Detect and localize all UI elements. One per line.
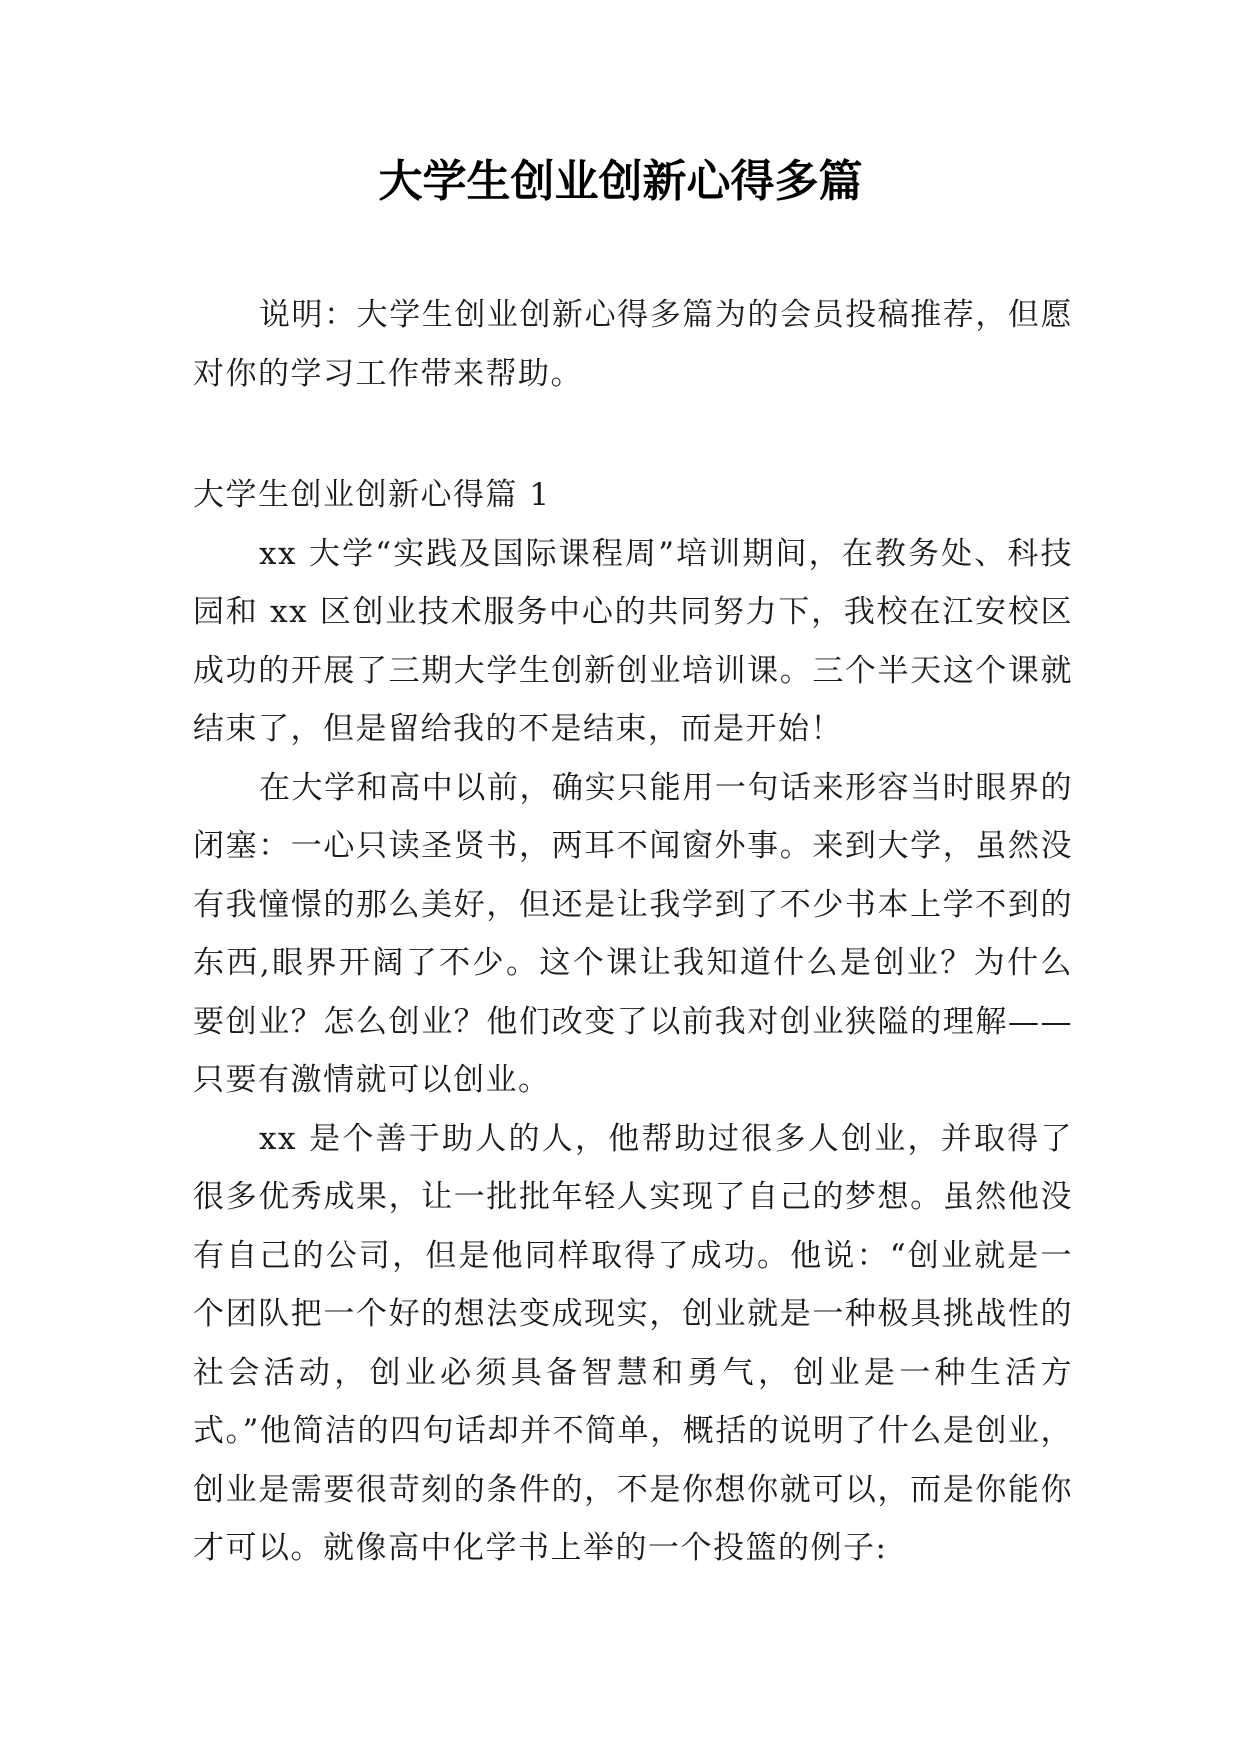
paragraph-3: xx 是个善于助人的人，他帮助过很多人创业，并取得了很多优秀成果，让一批批年轻人实现了自己的梦想。虽然他没有自己的公司，但是他同样取得了成功。他说：“创业就是一个团队把一个好的想法变成现实，创业就是一种极具挑战性的社会活动，创业必须具备智慧和勇气，创业是一种生活方式。”他简洁的四句话却并不简单，概括的说明了什么是创业，创业是需要很苛刻的条件的，不是你想你就可以，而是你能你才可以。就像高中化学书上举的一个投篮的例子: [193, 1120, 1073, 1566]
paragraph-2: 在大学和高中以前，确实只能用一句话来形容当时眼界的闭塞：一心只读圣贤书，两耳不闻窗外事。来到大学，虽然没有我憧憬的那么美好，但还是让我学到了不少书本上学不到的东西,眼界开阔了不少。这个课让我知道什么是创业？为什么要创业？怎么创业？他们改变了以前我对创业狭隘的理解——只要有激情就可以创业。 [193, 769, 1073, 1098]
section-heading: 大学生创业创新心得篇 1 [193, 477, 551, 513]
section-1 [193, 466, 1073, 1578]
paragraph-1: xx 大学“实践及国际课程周”培训期间，在教务处、科技园和 xx 区创业技术服务中心的共同努力下，我校在江安校区成功的开展了三期大学生创新创业培训课。三个半天这个课就结束了，但是留给我的不是结束，而是开始！ [193, 535, 1073, 747]
intro-block [193, 286, 1073, 403]
document-title: 大学生创业创新心得多篇 [378, 156, 863, 207]
intro-paragraph: 说明：大学生创业创新心得多篇为的会员投稿推荐，但愿对你的学习工作带来帮助。 [193, 297, 1073, 392]
